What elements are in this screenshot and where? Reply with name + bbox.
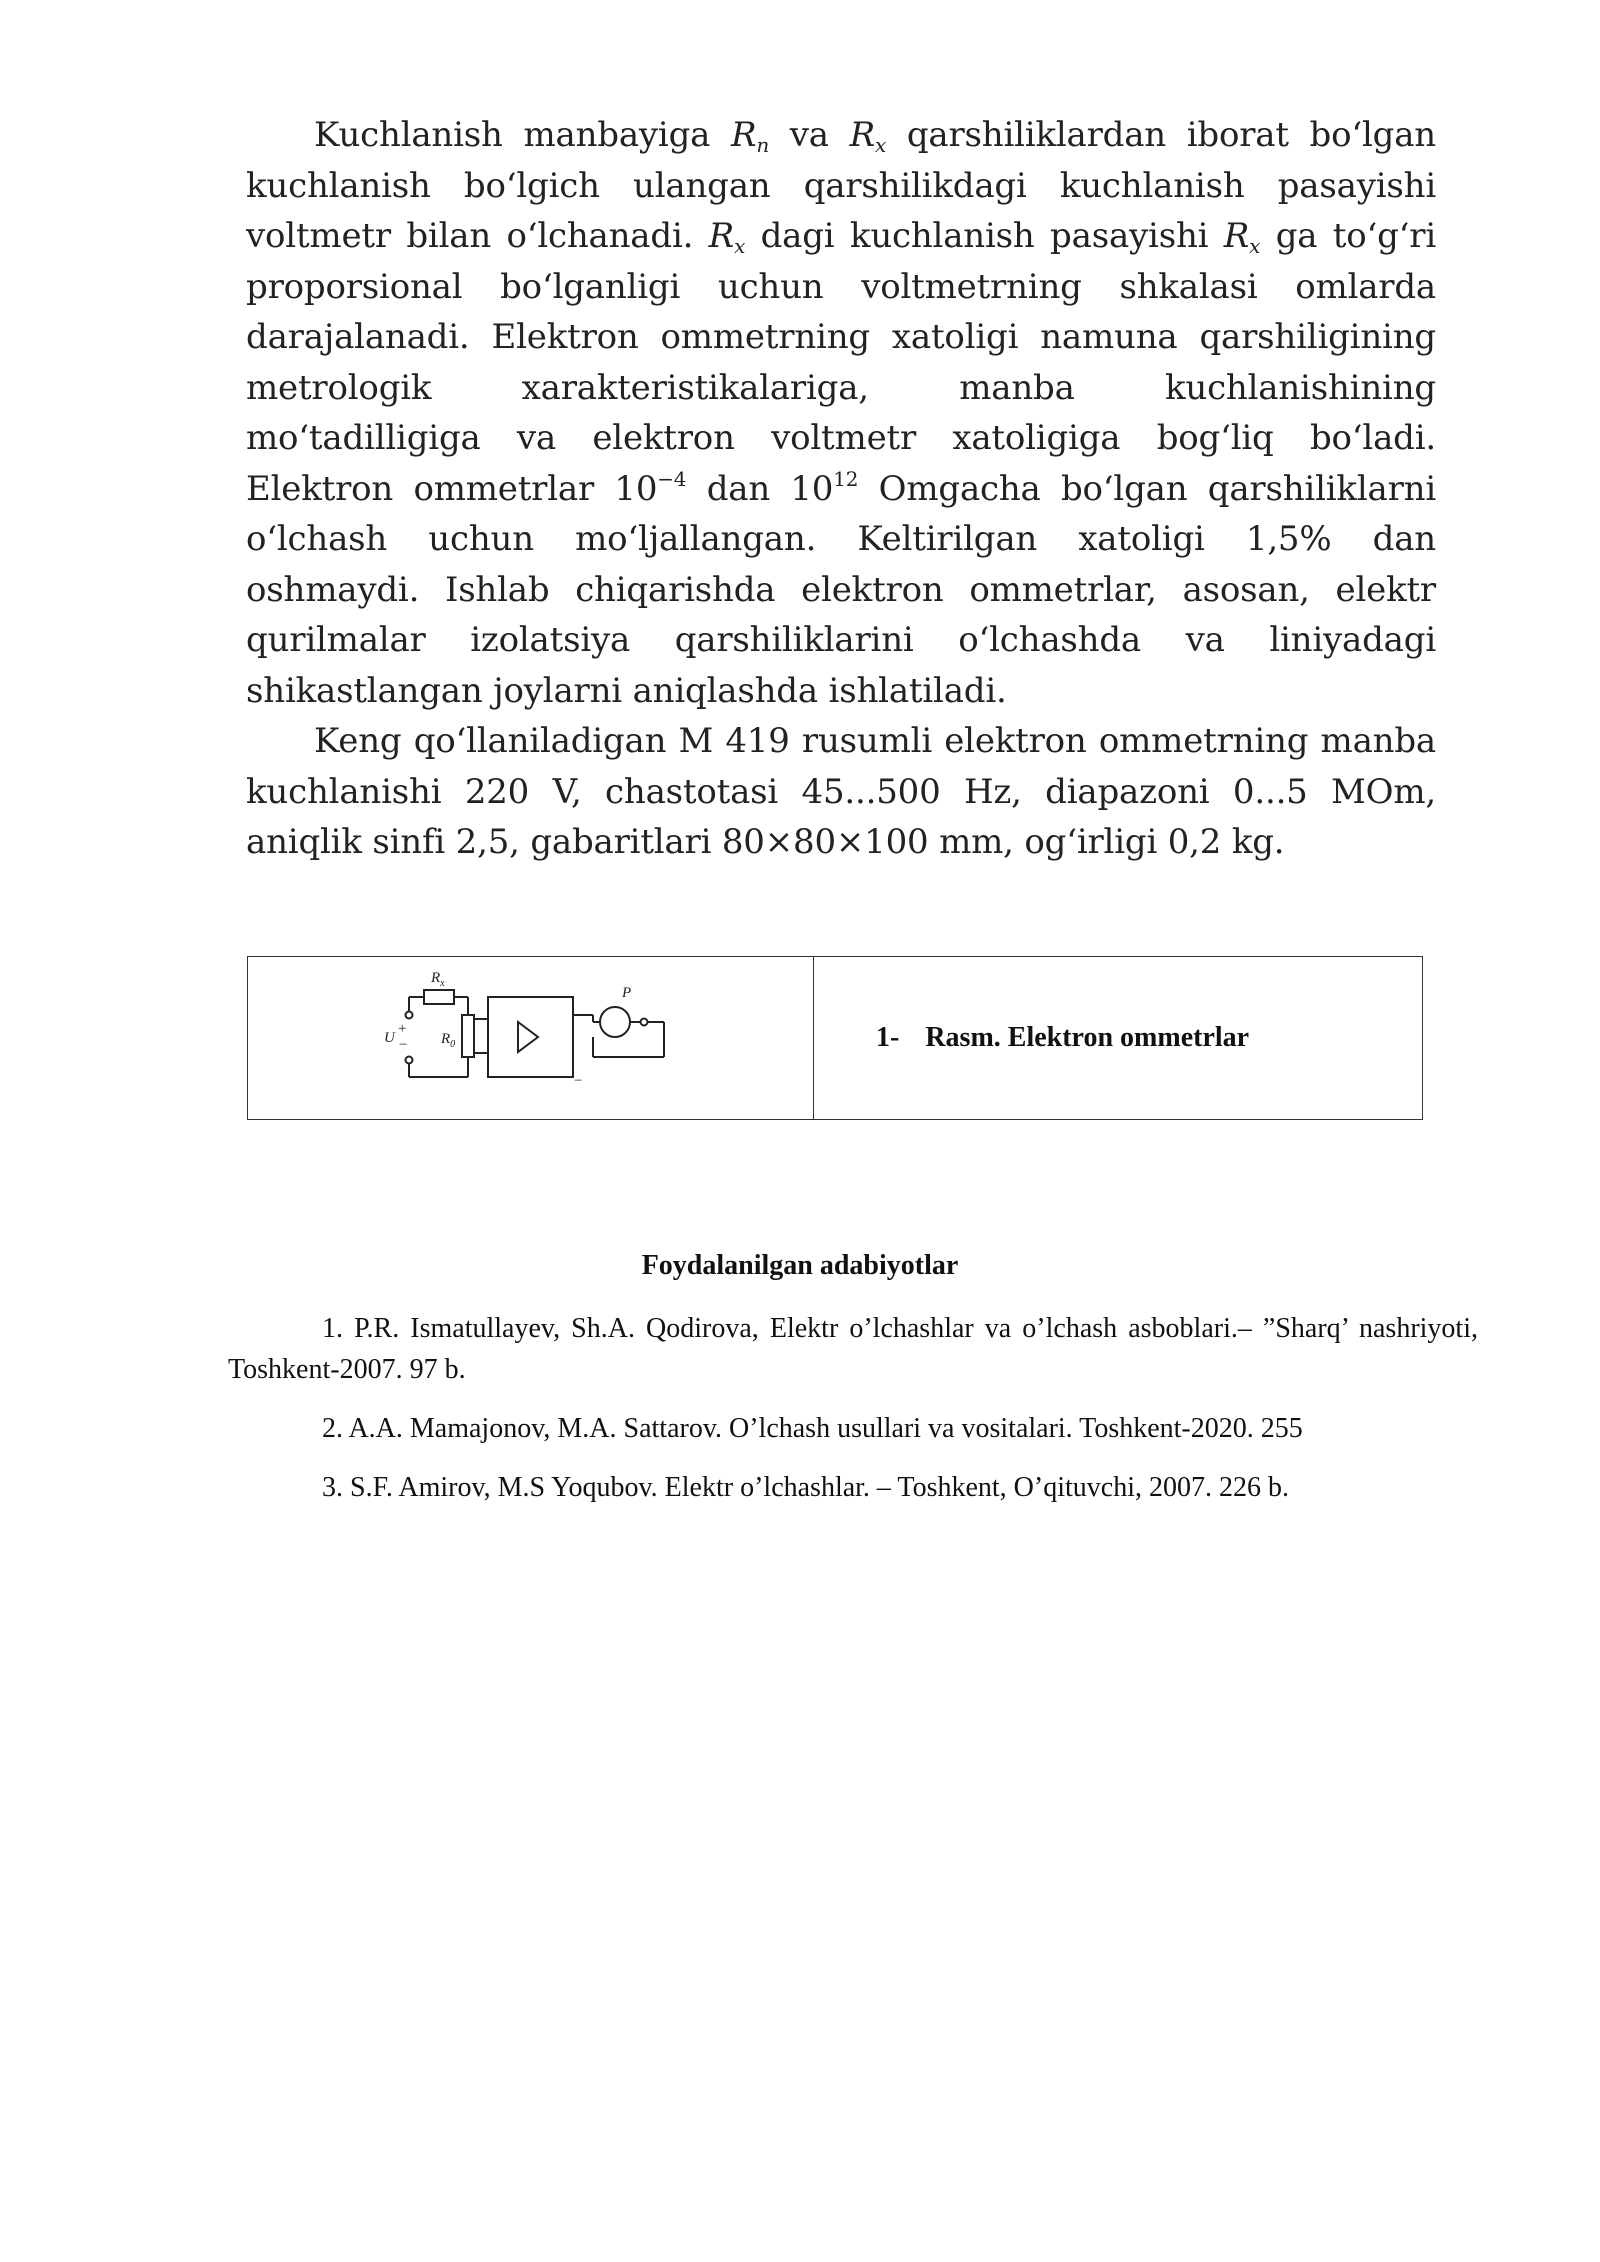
figure-table bbox=[247, 956, 1423, 1120]
amplifier-block bbox=[488, 997, 573, 1077]
amplifier-triangle-icon bbox=[518, 1022, 538, 1052]
r0-label: $R_0$ bbox=[441, 1031, 456, 1050]
rx-label: $R_x$ bbox=[431, 970, 445, 989]
ohmmeter-circuit-diagram bbox=[378, 957, 678, 1117]
body-paragraph-1: Kuchlanish manbayiga $R_n$ va $R_x$ qarshiliklardan iborat bo‘lgan kuchlanish bo‘lgich ulangan qarshilikdagi kuchlanish pasayishi voltmetr bilan o‘lchanadi. $R_x$ dagi kuchlanish pasayishi $R_x$ ga to‘g‘ri proporsional bo‘lganligi uchun voltmetrning shkalasi omlarda darajalanadi. Elektron ommetrning xatoligi namuna qarshiligining metrologik xarakteristikalariga, manba kuchlanishining mo‘tadilligiga va elektron voltmetr xatoligiga bog‘liq bo‘ladi. Elektron ommetrlar $10^{-4}$ dan $10^{12}$ Omgacha bo‘lgan qarshiliklarni o‘lchash uchun mo‘ljallangan. Keltirilgan xatoligi 1,5% dan oshmaydi. Ishlab chiqarishda elektron ommetrlar, asosan, elektr qurilmalar izolatsiya qarshiliklarini o‘lchashda va liniyadagi shikastlangan joylarni aniqlashda ishlatiladi. bbox=[246, 115, 1437, 711]
minus-label: − bbox=[399, 1037, 408, 1053]
rx-symbol: $R_x$ bbox=[849, 115, 887, 157]
reference-item: 2. A.A. Mamajonov, M.A. Sattarov. O’lchash usullari va vositalari. Toshkent-2020. 255 bbox=[322, 1413, 1303, 1444]
body-paragraph-2: Keng qo‘llaniladigan M 419 rusumli elektron ommetrning manba kuchlanishi 220 V, chastotasi 45...500 Hz, diapazoni 0...5 MOm, aniqlik sinfi 2,5, gabaritlari 80×80×100 mm, og‘irligi 0,2 kg. bbox=[246, 721, 1436, 862]
exponent: 12 bbox=[833, 466, 859, 491]
reference-item: 1. P.R. Ismatullayev, Sh.A. Qodirova, Elektr o’lchashlar va o’lchash asboblari.– ”Sharq’ nashriyoti, Toshkent-2007. 97 b. bbox=[228, 1313, 1478, 1385]
terminal-icon bbox=[406, 1057, 413, 1064]
rx-symbol: $R_x$ bbox=[1223, 216, 1261, 258]
figure-cell bbox=[248, 957, 814, 1119]
plus-label: + bbox=[398, 1021, 407, 1037]
terminal-icon bbox=[406, 1012, 413, 1019]
amplifier-minus-label: − bbox=[574, 1073, 583, 1089]
scanned-text-block bbox=[246, 110, 1436, 868]
exponent: −4 bbox=[657, 466, 687, 491]
rx-symbol: $R_x$ bbox=[708, 216, 746, 258]
resistor-r0-icon bbox=[462, 1015, 474, 1057]
figure-caption bbox=[814, 957, 1422, 1119]
meter-p-icon bbox=[600, 1007, 630, 1037]
terminal-icon bbox=[641, 1019, 648, 1026]
p-label: P bbox=[622, 985, 632, 1001]
u-label: U bbox=[384, 1030, 395, 1046]
resistor-rx-icon bbox=[424, 990, 454, 1004]
caption-text: Rasm. Elektron ommetrlar bbox=[925, 1022, 1250, 1053]
reference-item: 3. S.F. Amirov, M.S Yoqubov. Elektr o’lchashlar. – Toshkent, O’qituvchi, 2007. 226 b. bbox=[322, 1472, 1289, 1503]
references-title: Foydalanilgan adabiyotlar bbox=[641, 1250, 959, 1281]
caption-number: 1- bbox=[876, 1022, 900, 1053]
rn-symbol: $R_n$ bbox=[730, 115, 770, 157]
references-list bbox=[228, 1308, 1478, 1526]
